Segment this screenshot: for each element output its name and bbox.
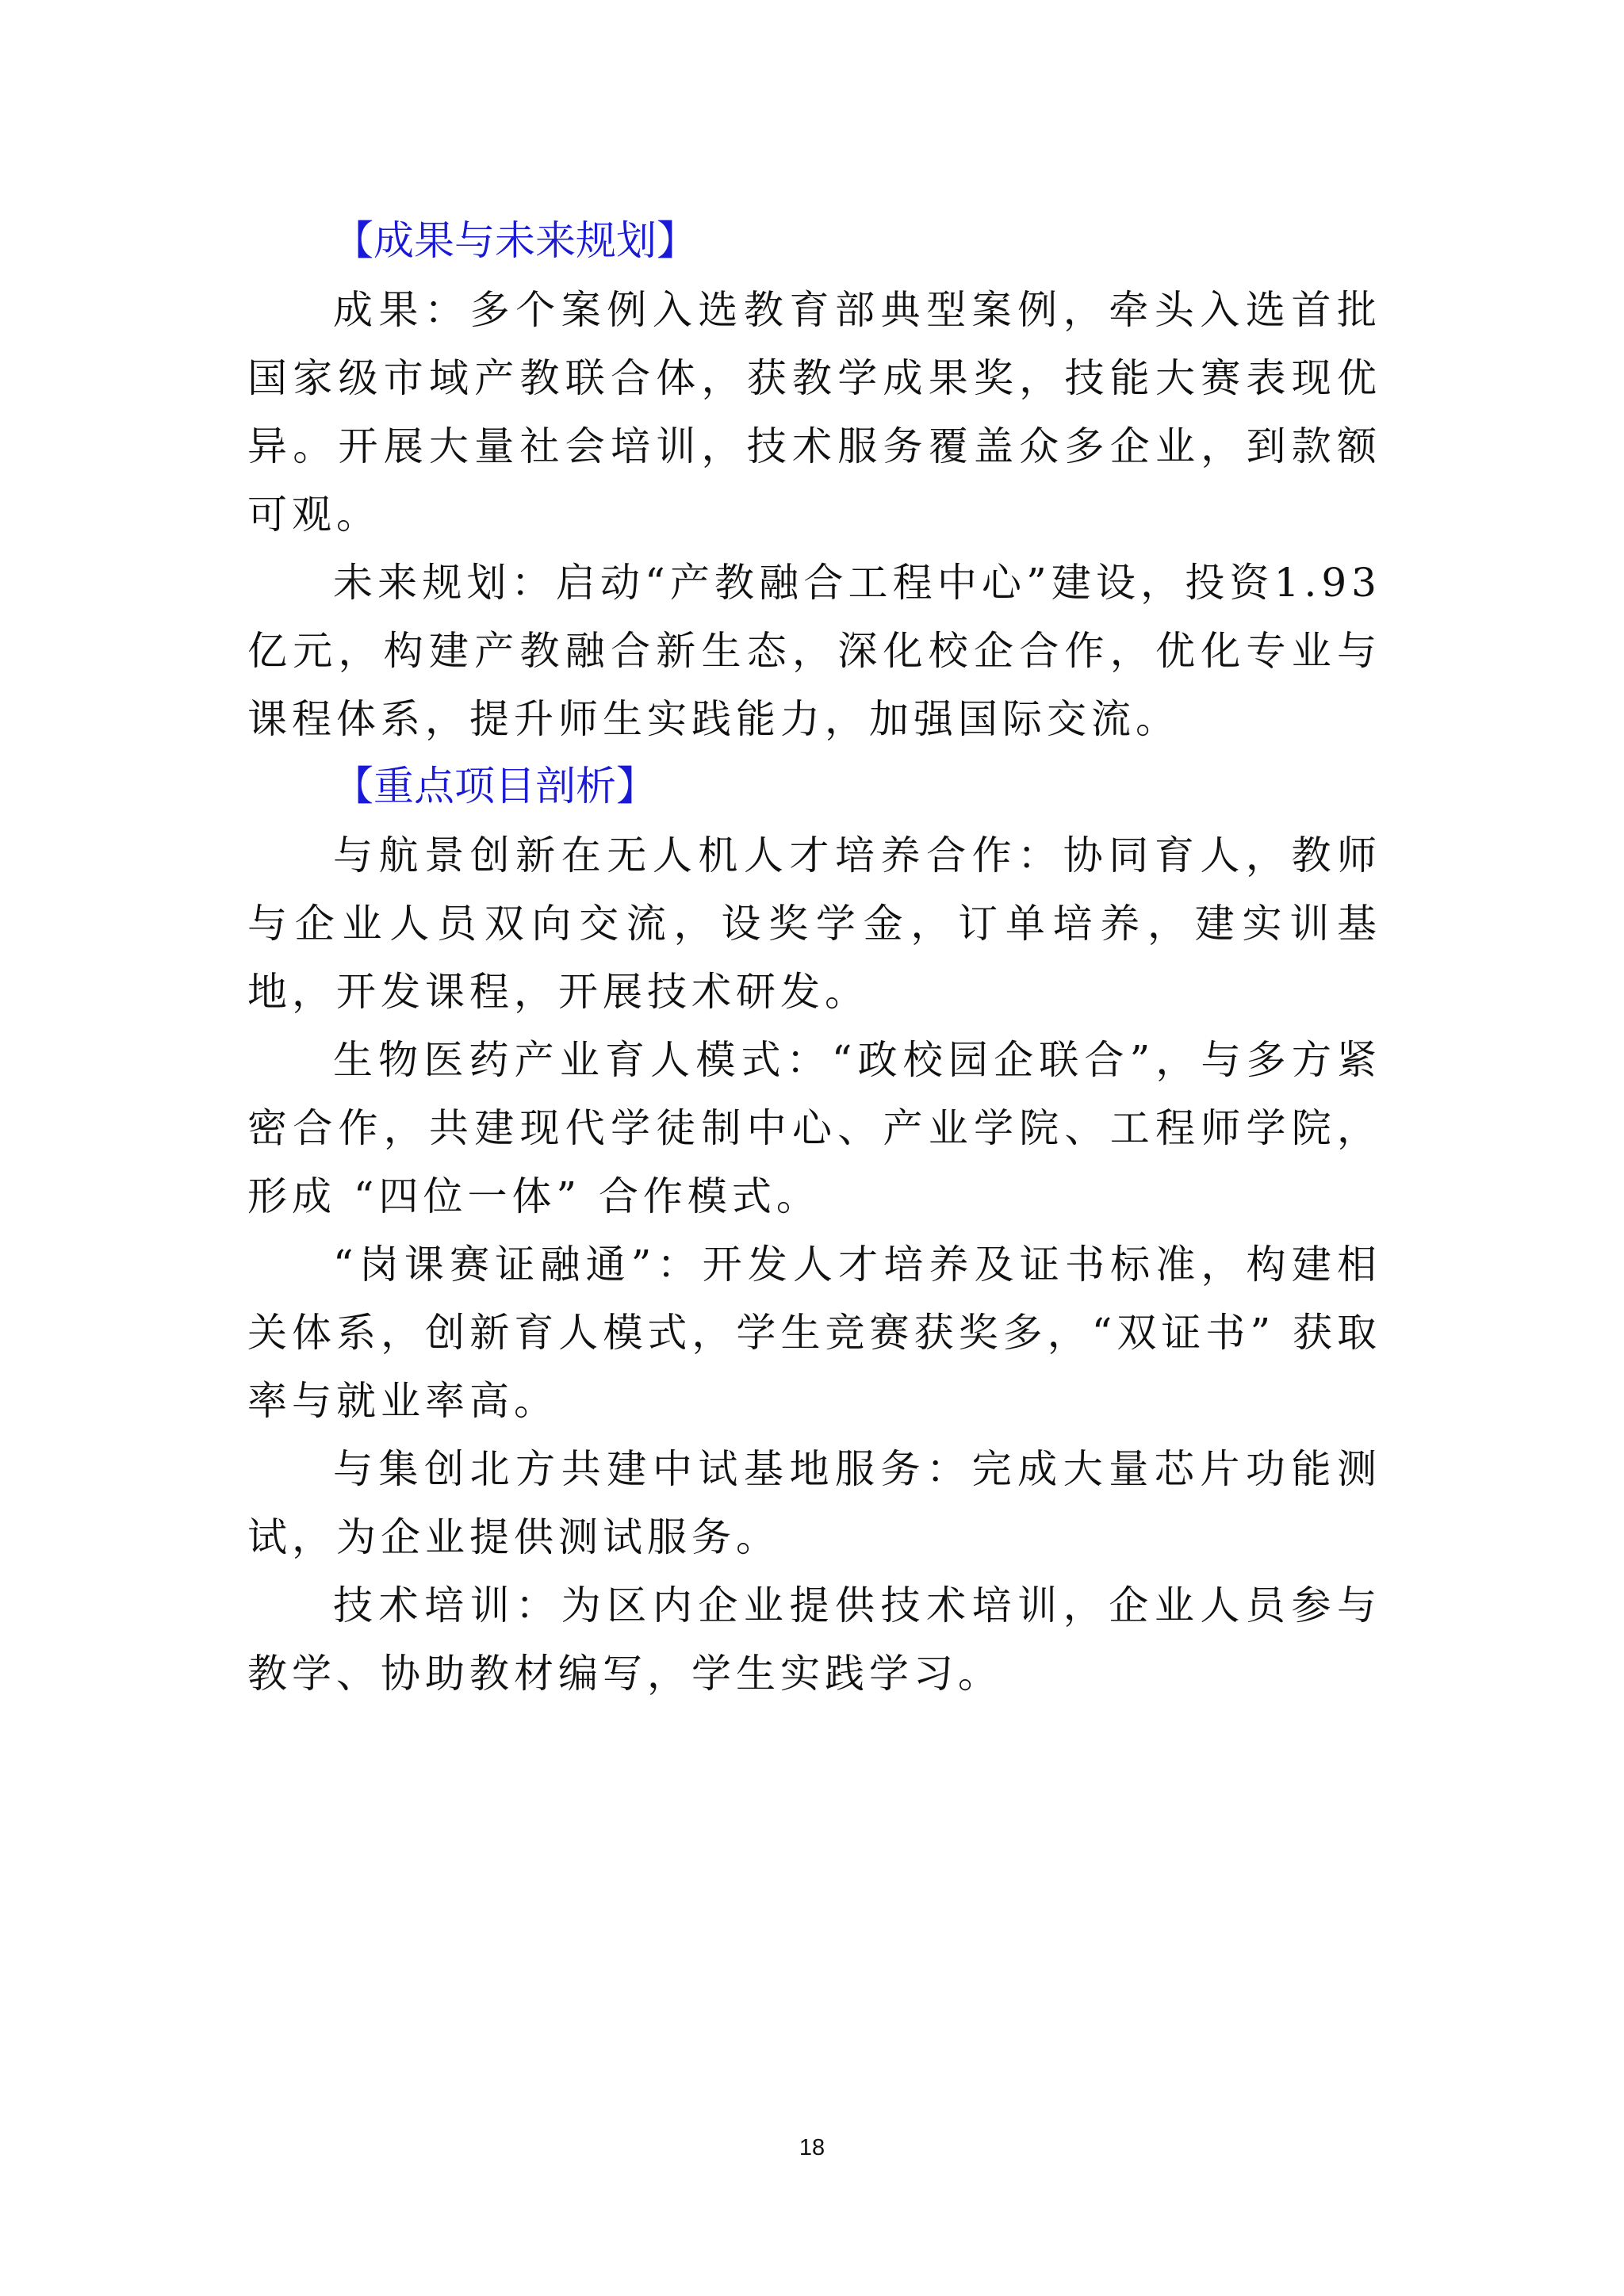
section-heading-key-projects: 【重点项目剖析】 [333,763,657,810]
page-number: 18 [799,2135,825,2160]
paragraph-future-plan: 未来规划：启动“产教融合工程中心”建设，投资1.93亿元，构建产教融合新生态，深化校企合作，优化专业与课程体系，提升师生实践能力，加强国际交流。 [247,560,1381,742]
page-content [247,208,1381,1708]
paragraph-job-course-integration: “岗课赛证融通”：开发人才培养及证书标准，构建相关体系，创新育人模式，学生竞赛获奖多，“双证书” 获取率与就业率高。 [247,1242,1381,1424]
section-heading-achievements: 【成果与未来规划】 [333,218,698,265]
paragraph-biomedicine: 生物医药产业育人模式：“政校园企联合”，与多方紧密合作，共建现代学徒制中心、产业学院、工程师学院，形成 “四位一体” 合作模式。 [247,1037,1381,1219]
paragraph-drone-talent: 与航景创新在无人机人才培养合作：协同育人，教师与企业人员双向交流，设奖学金，订单培养，建实训基地，开发课程，开展技术研发。 [247,832,1381,1015]
paragraph-technical-training: 技术培训：为区内企业提供技术培训，企业人员参与教学、协助教材编写，学生实践学习。 [247,1582,1381,1697]
paragraph-pilot-base: 与集创北方共建中试基地服务：完成大量芯片功能测试，为企业提供测试服务。 [247,1446,1381,1560]
paragraph-achievements: 成果：多个案例入选教育部典型案例，牵头入选首批国家级市域产教联合体，获教学成果奖，技能大赛表现优异。开展大量社会培训，技术服务覆盖众多企业，到款额可观。 [247,287,1381,538]
